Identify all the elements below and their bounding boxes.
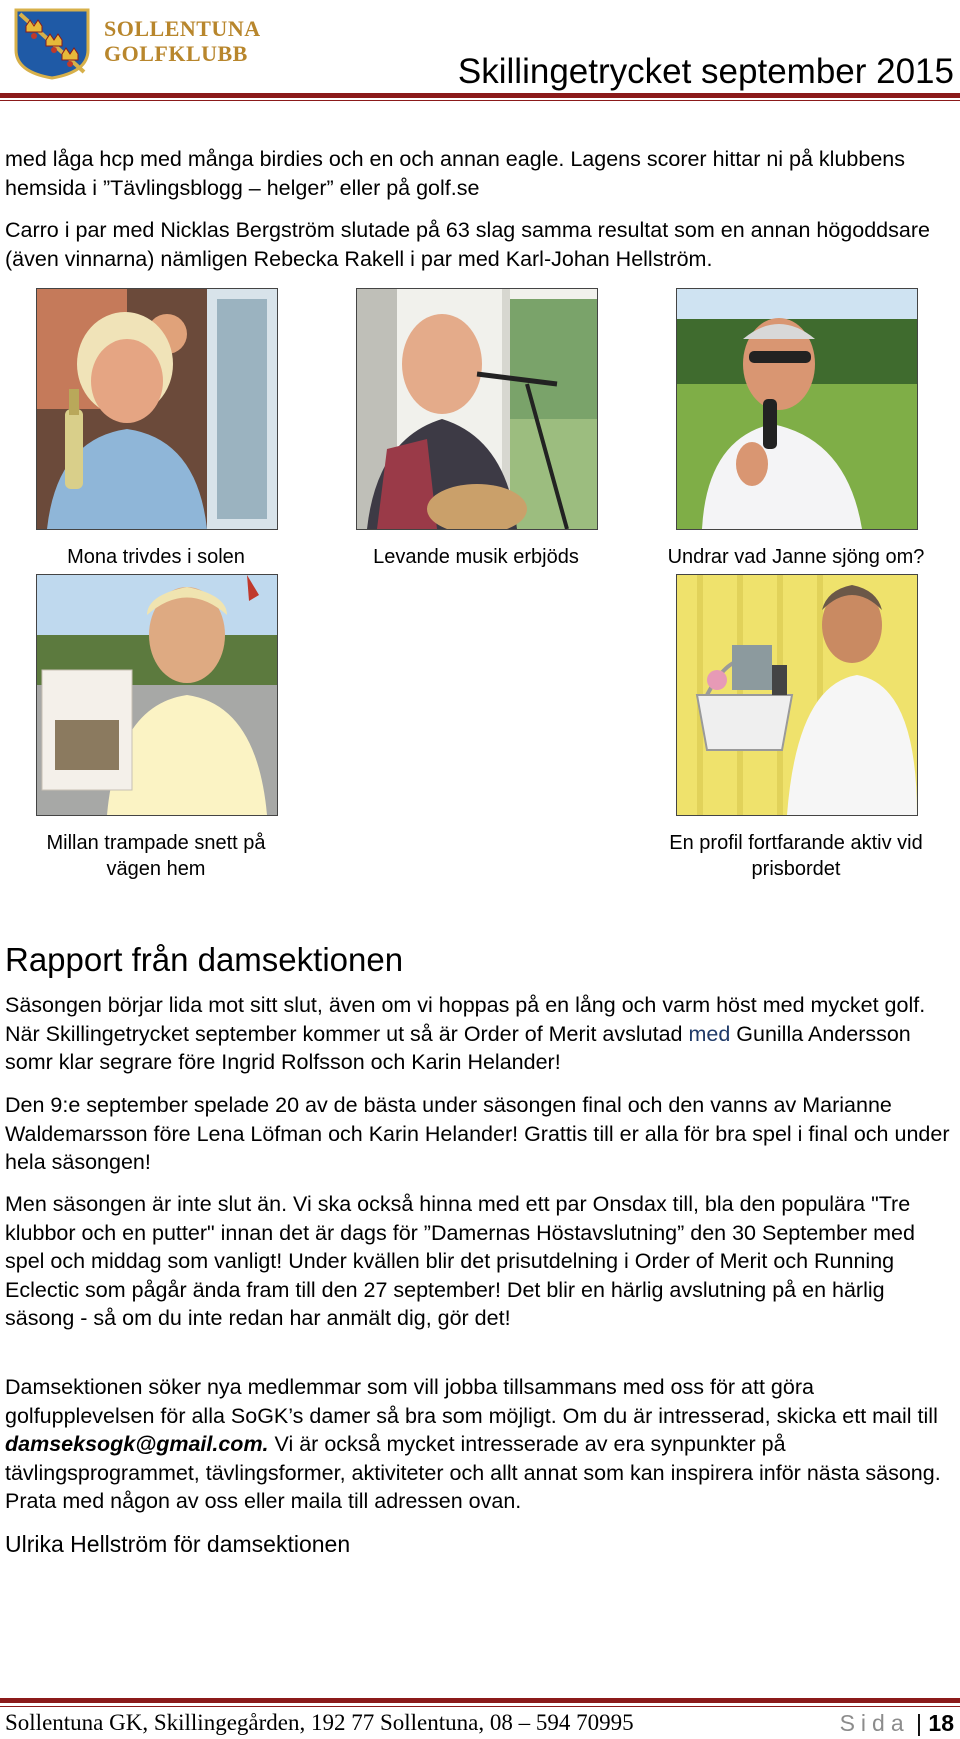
page-number: Sida | 18 — [839, 1710, 954, 1736]
article-paragraph-4 — [5, 1373, 955, 1516]
article-paragraph-3: Men säsongen är inte slut än. Vi ska också hinna med ett par Onsdax till, bla den populära "Tre klubbor och en putter" innan det är dags för ”Damernas Höstavslutning” den 30 September med spel och middag som vanligt! Under kvällen blir det prisutdelning i Order of Merit och Running Eclectic som pågår ända fram till den 27 september! Det blir en härlig avslutning på en härlig säsong - så om du inte redan har anmält dig, gör det! — [5, 1192, 915, 1330]
p4-text-a: Damsektionen söker nya medlemmar som vill jobba tillsammans med oss för att göra golfupplevelsen för alla SoGK’s damer så bra som möjligt. Om du är intresserad, skicka ett mail till — [5, 1375, 938, 1428]
photo-mona — [36, 288, 278, 530]
caption-musik: Levande musik erbjöds — [373, 546, 579, 568]
photo-millan — [36, 574, 278, 816]
caption-janne: Undrar vad Janne sjöng om? — [667, 546, 925, 568]
article-paragraph-2: Den 9:e september spelade 20 av de bästa under säsongen final och den vanns av Marianne Waldemarsson före Lena Löfman och Karin Helander! Grattis till er alla för bra spel i final och under hela säsongen! — [5, 1093, 950, 1174]
p1-text-a: Säsongen börjar lida mot sitt slut, även om vi hoppas på en lång och varm höst med mycket golf. När Skillingetrycket september kommer ut så är Order of Merit avslutad — [5, 993, 926, 1046]
caption-profil-line-1: En profil fortfarande aktiv vid — [669, 832, 923, 854]
sida-label: Sida — [839, 1710, 910, 1736]
signature: Ulrika Hellström för damsektionen — [5, 1531, 351, 1557]
p1-text-b: Gunilla Andersson somr klar segrare före Ingrid Rolfsson och Karin Helander! — [5, 1021, 911, 1074]
intro-paragraph-1: med låga hcp med många birdies och en och annan eagle. Lagens scorer hittar ni på klubbens hemsida i ”Tävlingsblogg – helger” eller på golf.se — [5, 147, 905, 200]
article-paragraph-1 — [5, 991, 955, 1077]
photo-musik — [356, 288, 598, 530]
brand-name — [104, 16, 261, 66]
footer-rule — [0, 1698, 960, 1703]
brand-line-1: SOLLENTUNA — [104, 16, 261, 41]
section-heading: Rapport från damsektionen — [5, 941, 404, 978]
header-rule-thin — [0, 100, 960, 101]
header-rule — [0, 93, 960, 98]
caption-millan-line-2: vägen hem — [106, 858, 206, 880]
p1-link-med[interactable]: med — [688, 1021, 731, 1046]
photo-janne — [676, 288, 918, 530]
p4-text-b: Vi är också mycket intresserade av era synpunkter på tävlingsprogrammet, tävlingsformer, aktiviteter och allt annat som kan inspirera inför nästa säsong. Prata med någon av oss eller maila till adressen ovan. — [5, 1432, 941, 1513]
club-logo — [12, 6, 92, 80]
email-link[interactable]: damseksogk@gmail.com. — [5, 1432, 269, 1456]
intro-paragraph-2: Carro i par med Nicklas Bergström slutade på 63 slag samma resultat som en annan högoddsare (även vinnarna) nämligen Rebecka Rakell i par med Karl-Johan Hellström. — [5, 218, 930, 271]
caption-millan — [16, 830, 296, 882]
photo-profil — [676, 574, 918, 816]
footer-rule-thin — [0, 1706, 960, 1707]
caption-profil-line-2: prisbordet — [751, 858, 841, 880]
publication-title: Skillingetrycket september 2015 — [457, 52, 954, 91]
caption-profil — [646, 830, 946, 882]
caption-millan-line-1: Millan trampade snett på — [46, 832, 266, 854]
page-number-value: 18 — [928, 1710, 954, 1736]
caption-mona: Mona trivdes i solen — [67, 546, 245, 568]
brand-line-2: GOLFKLUBB — [104, 41, 248, 66]
footer-address: Sollentuna GK, Skillingegården, 192 77 Sollentuna, 08 – 594 70995 — [5, 1710, 634, 1735]
